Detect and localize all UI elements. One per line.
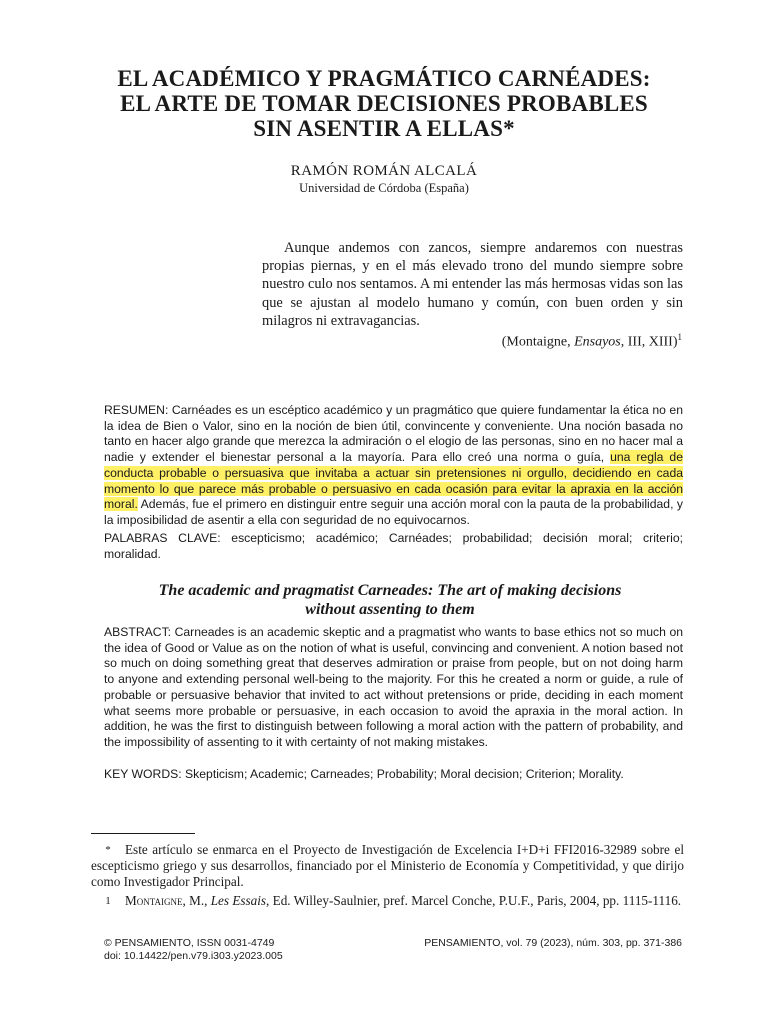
english-title: [90, 581, 690, 619]
article-title-line-1: EL ACADÉMICO Y PRAGMÁTICO CARNÉADES:: [117, 66, 651, 91]
keywords-section: [104, 767, 683, 783]
epigraph-source-close: , III, XIII): [620, 334, 678, 350]
palabras-clave-text: PALABRAS CLAVE: escepticismo; académico; Carnéades; probabilidad; decisión moral; criterio; moralidad.: [104, 531, 683, 561]
footnote-asterisk-mark: *: [105, 844, 111, 856]
footer-citation: PENSAMIENTO, vol. 79 (2023), núm. 303, pp. 371-386: [424, 937, 682, 949]
palabras-clave-section: [104, 531, 683, 562]
epigraph-text: Aunque andemos con zancos, siempre andaremos con nuestras propias piernas, y en el más elevado trono del mundo siempre sobre nuestro culo nos sentamos. A mi entender las más hermosas vidas son las que se ajustan al modelo humano y común, con buen orden y sin milagros ni extravagancias.: [262, 240, 683, 329]
english-title-line-1: The academic and pragmatist Carneades: The art of making decisions: [158, 582, 622, 599]
epigraph-source-open: (Montaigne,: [501, 334, 575, 350]
author-name: RAMÓN ROMÁN ALCALÁ: [290, 163, 478, 179]
resumen-text-end: Además, fue el primero en distinguir entre seguir una acción moral con la pauta de la probabilidad, y la imposibilidad de asentir a ella con seguridad de no equivocarnos.: [104, 497, 683, 527]
resumen-section: [104, 403, 683, 529]
resumen-highlighted-text: una regla de conducta probable o persuasiva que invitaba a actuar sin pretensiones ni orgullo, decidiendo en cada momento lo que parece más probable o persuasivo en cada ocasión para evitar la apraxia en la acción moral.: [104, 450, 683, 512]
footnote-asterisk-text: Este artículo se enmarca en el Proyecto de Investigación de Excelencia I+D+i FFI2016-32989 sobre el escepticismo griego y sus desarrollos, financiado por el Ministerio de Economía y Competitividad, y que dirijo como Investigador Principal.: [91, 842, 684, 890]
footnote-1-mark: 1: [105, 894, 111, 907]
keywords-text: KEY WORDS: Skepticism; Academic; Carneades; Probability; Moral decision; Criterion; Morality.: [104, 767, 624, 781]
footnote-1-work: Les Essais: [210, 892, 267, 908]
footnotes: [91, 842, 684, 911]
resumen-text-start: RESUMEN: Carnéades es un escéptico académico y un pragmático que quiere fundamentar la ética no en la idea de Bien o Valor, sino en la noción de bien útil, convincente y conveniente. Una noción basada no tanto en hacer algo grande que merezca la admiración o el elogio de las personas, sino en no hacer mal a nadie y extender el bienestar personal a la mayoría. Para ello creó una norma o guía,: [104, 403, 683, 465]
footer-copyright: © PENSAMIENTO, ISSN 0031-4749: [104, 937, 275, 949]
footer-right: [424, 937, 682, 950]
footer-doi[interactable]: doi: 10.14422/pen.v79.i303.y2023.005: [104, 950, 283, 962]
article-title-line-3: SIN ASENTIR A ELLAS*: [253, 116, 515, 141]
footnote-1: [91, 893, 684, 909]
article-title: [60, 66, 708, 141]
footnote-separator: [91, 833, 195, 834]
resumen-paragraph: [104, 403, 683, 529]
english-title-line-2: without assenting to them: [305, 601, 475, 618]
epigraph-source-work: Ensayos: [574, 334, 621, 350]
footnote-ref-1[interactable]: 1: [677, 332, 682, 342]
epigraph: [262, 239, 683, 330]
footnote-1-rest: , Ed. Willey-Saulnier, pref. Marcel Conche, P.U.F., Paris, 2004, pp. 1115-1116.: [266, 892, 682, 908]
article-title-line-2: EL ARTE DE TOMAR DECISIONES PROBABLES: [120, 91, 648, 116]
abstract-text: ABSTRACT: Carneades is an academic skeptic and a pragmatist who wants to base ethics not so much on the idea of Good or Value as on the notion of what is useful, convincing and convenient. A notion based not so much on doing something great that deserves admiration or praise from people, but on not doing harm to anyone and extending personal well-being to the majority. For this he created a norm or guide, a rule of probable or persuasive behavior that invited to act without pretensions or pride, deciding in each moment what seems more probable or persuasive, in each occasion to avoid the apraxia in the moral action. In addition, he was the first to distinguish between following a moral action with the pattern of probability, and the impossibility of assenting to it with certainty of not making mistakes.: [104, 625, 683, 749]
epigraph-source: [502, 332, 682, 351]
footnote-asterisk: [91, 842, 684, 891]
author-affiliation: Universidad de Córdoba (España): [299, 181, 469, 195]
footnote-1-author: Montaigne: [125, 892, 183, 908]
abstract-section: [104, 625, 683, 751]
footer-left: [104, 937, 283, 963]
footnote-1-author-initial: , M.,: [182, 892, 211, 908]
